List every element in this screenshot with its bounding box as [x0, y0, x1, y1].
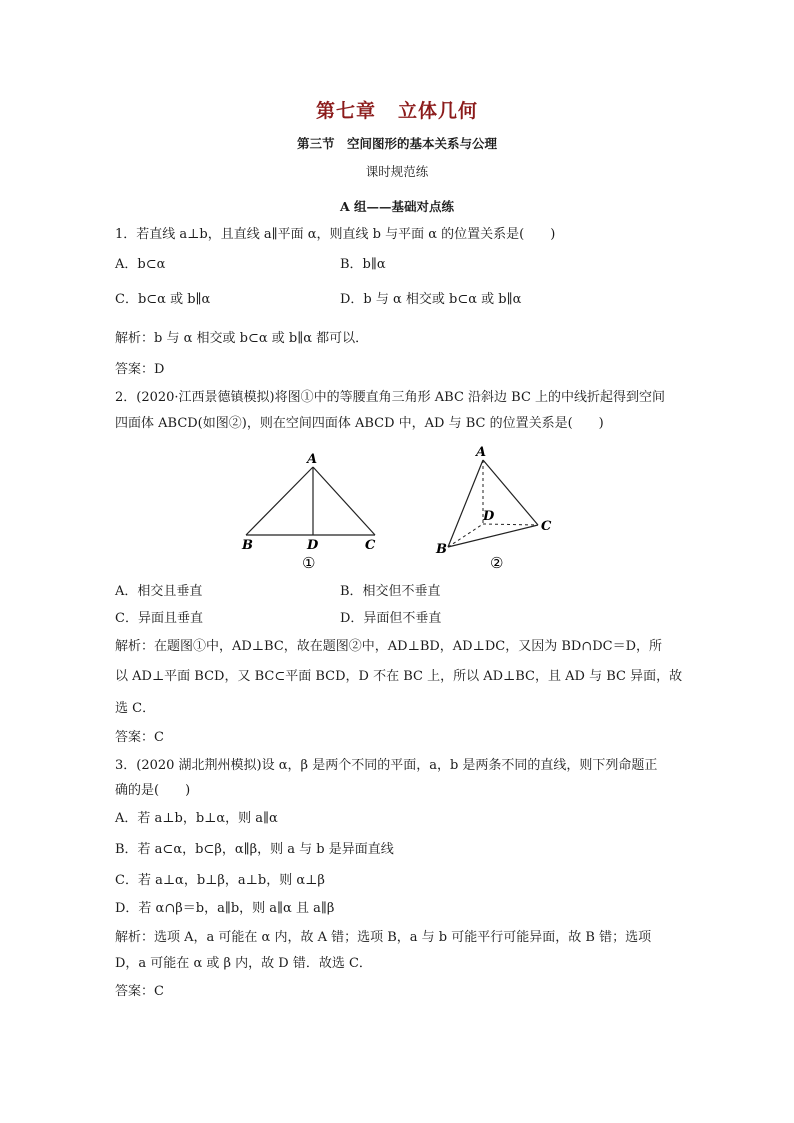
- fig2-edge-bc: [448, 525, 538, 547]
- fig2-label-a: A: [476, 445, 487, 460]
- q2-stem-line1: 2．(2020·江西景德镇模拟)将图①中的等腰直角三角形 ABC 沿斜边 BC 上的中线折起得到空间: [115, 390, 666, 405]
- q2-option-b: B．相交但不垂直: [340, 584, 441, 599]
- figure-1-triangle: [241, 452, 376, 572]
- chapter-number: 第七章: [315, 100, 376, 122]
- fig2-caption: ②: [490, 554, 504, 572]
- q1-option-b: B．b∥α: [340, 257, 386, 272]
- q1-option-d: D．b 与 α 相交或 b⊂α 或 b∥α: [340, 292, 522, 307]
- group-title: A 组——基础对点练: [339, 199, 455, 214]
- q2-answer: 答案：C: [115, 730, 164, 745]
- fig1-label-c: C: [365, 538, 376, 553]
- fig1-label-d: D: [307, 538, 319, 553]
- q3-option-a: A．若 a⊥b，b⊥α，则 a∥α: [115, 811, 278, 826]
- q2-option-a: A．相交且垂直: [115, 584, 203, 599]
- q1-analysis: 解析：b 与 α 相交或 b⊂α 或 b∥α 都可以．: [115, 331, 369, 346]
- q1-option-a: A．b⊂α: [115, 257, 166, 272]
- q3-option-d: D．若 α∩β＝b，a∥b，则 a∥α 且 a∥β: [115, 901, 335, 916]
- fig1-edge-ab: [246, 467, 313, 535]
- chapter-title: [0, 96, 794, 123]
- fig2-label-c: C: [541, 519, 552, 534]
- fig1-label-b: B: [242, 538, 253, 553]
- q2-stem-line2: 四面体 ABCD(如图②)，则在空间四面体 ABCD 中，AD 与 BC 的位置关系是( ): [115, 416, 604, 431]
- q2-analysis-line1: 解析：在题图①中，AD⊥BC，故在题图②中，AD⊥BD，AD⊥DC，又因为 BD∩DC＝D，所: [115, 639, 662, 654]
- q2-figures: [230, 440, 570, 580]
- q3-analysis-line2: D，a 可能在 α 或 β 内，故 D 错．故选 C．: [115, 956, 372, 971]
- q3-analysis-line1: 解析：选项 A，a 可能在 α 内，故 A 错；选项 B，a 与 b 可能平行可能异面，故 B 错；选项: [115, 930, 652, 945]
- q3-stem-line1: 3．(2020 湖北荆州模拟)设 α，β 是两个不同的平面，a，b 是两条不同的直线，则下列命题正: [115, 758, 658, 773]
- q3-option-b: B．若 a⊂α，b⊂β，α∥β，则 a 与 b 是异面直线: [115, 842, 394, 857]
- fig2-label-d: D: [483, 509, 495, 524]
- q1-stem: 1．若直线 a⊥b，且直线 a∥平面 α，则直线 b 与平面 α 的位置关系是( ): [115, 227, 556, 242]
- fig2-edge-dc-hidden: [483, 524, 538, 525]
- fig1-caption: ①: [302, 554, 316, 572]
- q2-option-d: D．异面但不垂直: [340, 611, 442, 626]
- subtitle: 课时规范练: [365, 164, 429, 179]
- fig1-label-a: A: [307, 452, 318, 467]
- section-title: 第三节 空间图形的基本关系与公理: [296, 136, 497, 151]
- q3-option-c: C．若 a⊥α，b⊥β，a⊥b，则 α⊥β: [115, 873, 325, 888]
- fig2-label-b: B: [436, 542, 447, 557]
- fig2-edge-ab: [448, 460, 483, 547]
- q1-option-c: C．b⊂α 或 b∥α: [115, 292, 211, 307]
- fig1-edge-ac: [313, 467, 375, 535]
- q2-option-c: C．异面且垂直: [115, 611, 203, 626]
- q2-analysis-line3: 选 C．: [115, 701, 156, 716]
- q2-analysis-line2: 以 AD⊥平面 BCD，又 BC⊂平面 BCD，D 不在 BC 上，所以 AD⊥BC，且 AD 与 BC 异面，故: [115, 669, 683, 684]
- q3-answer: 答案：C: [115, 984, 164, 999]
- chapter-subject: 立体几何: [398, 100, 479, 122]
- figure-2-tetrahedron: [435, 445, 552, 572]
- q3-stem-line2: 确的是( ): [115, 783, 191, 798]
- q1-answer: 答案：D: [115, 362, 165, 377]
